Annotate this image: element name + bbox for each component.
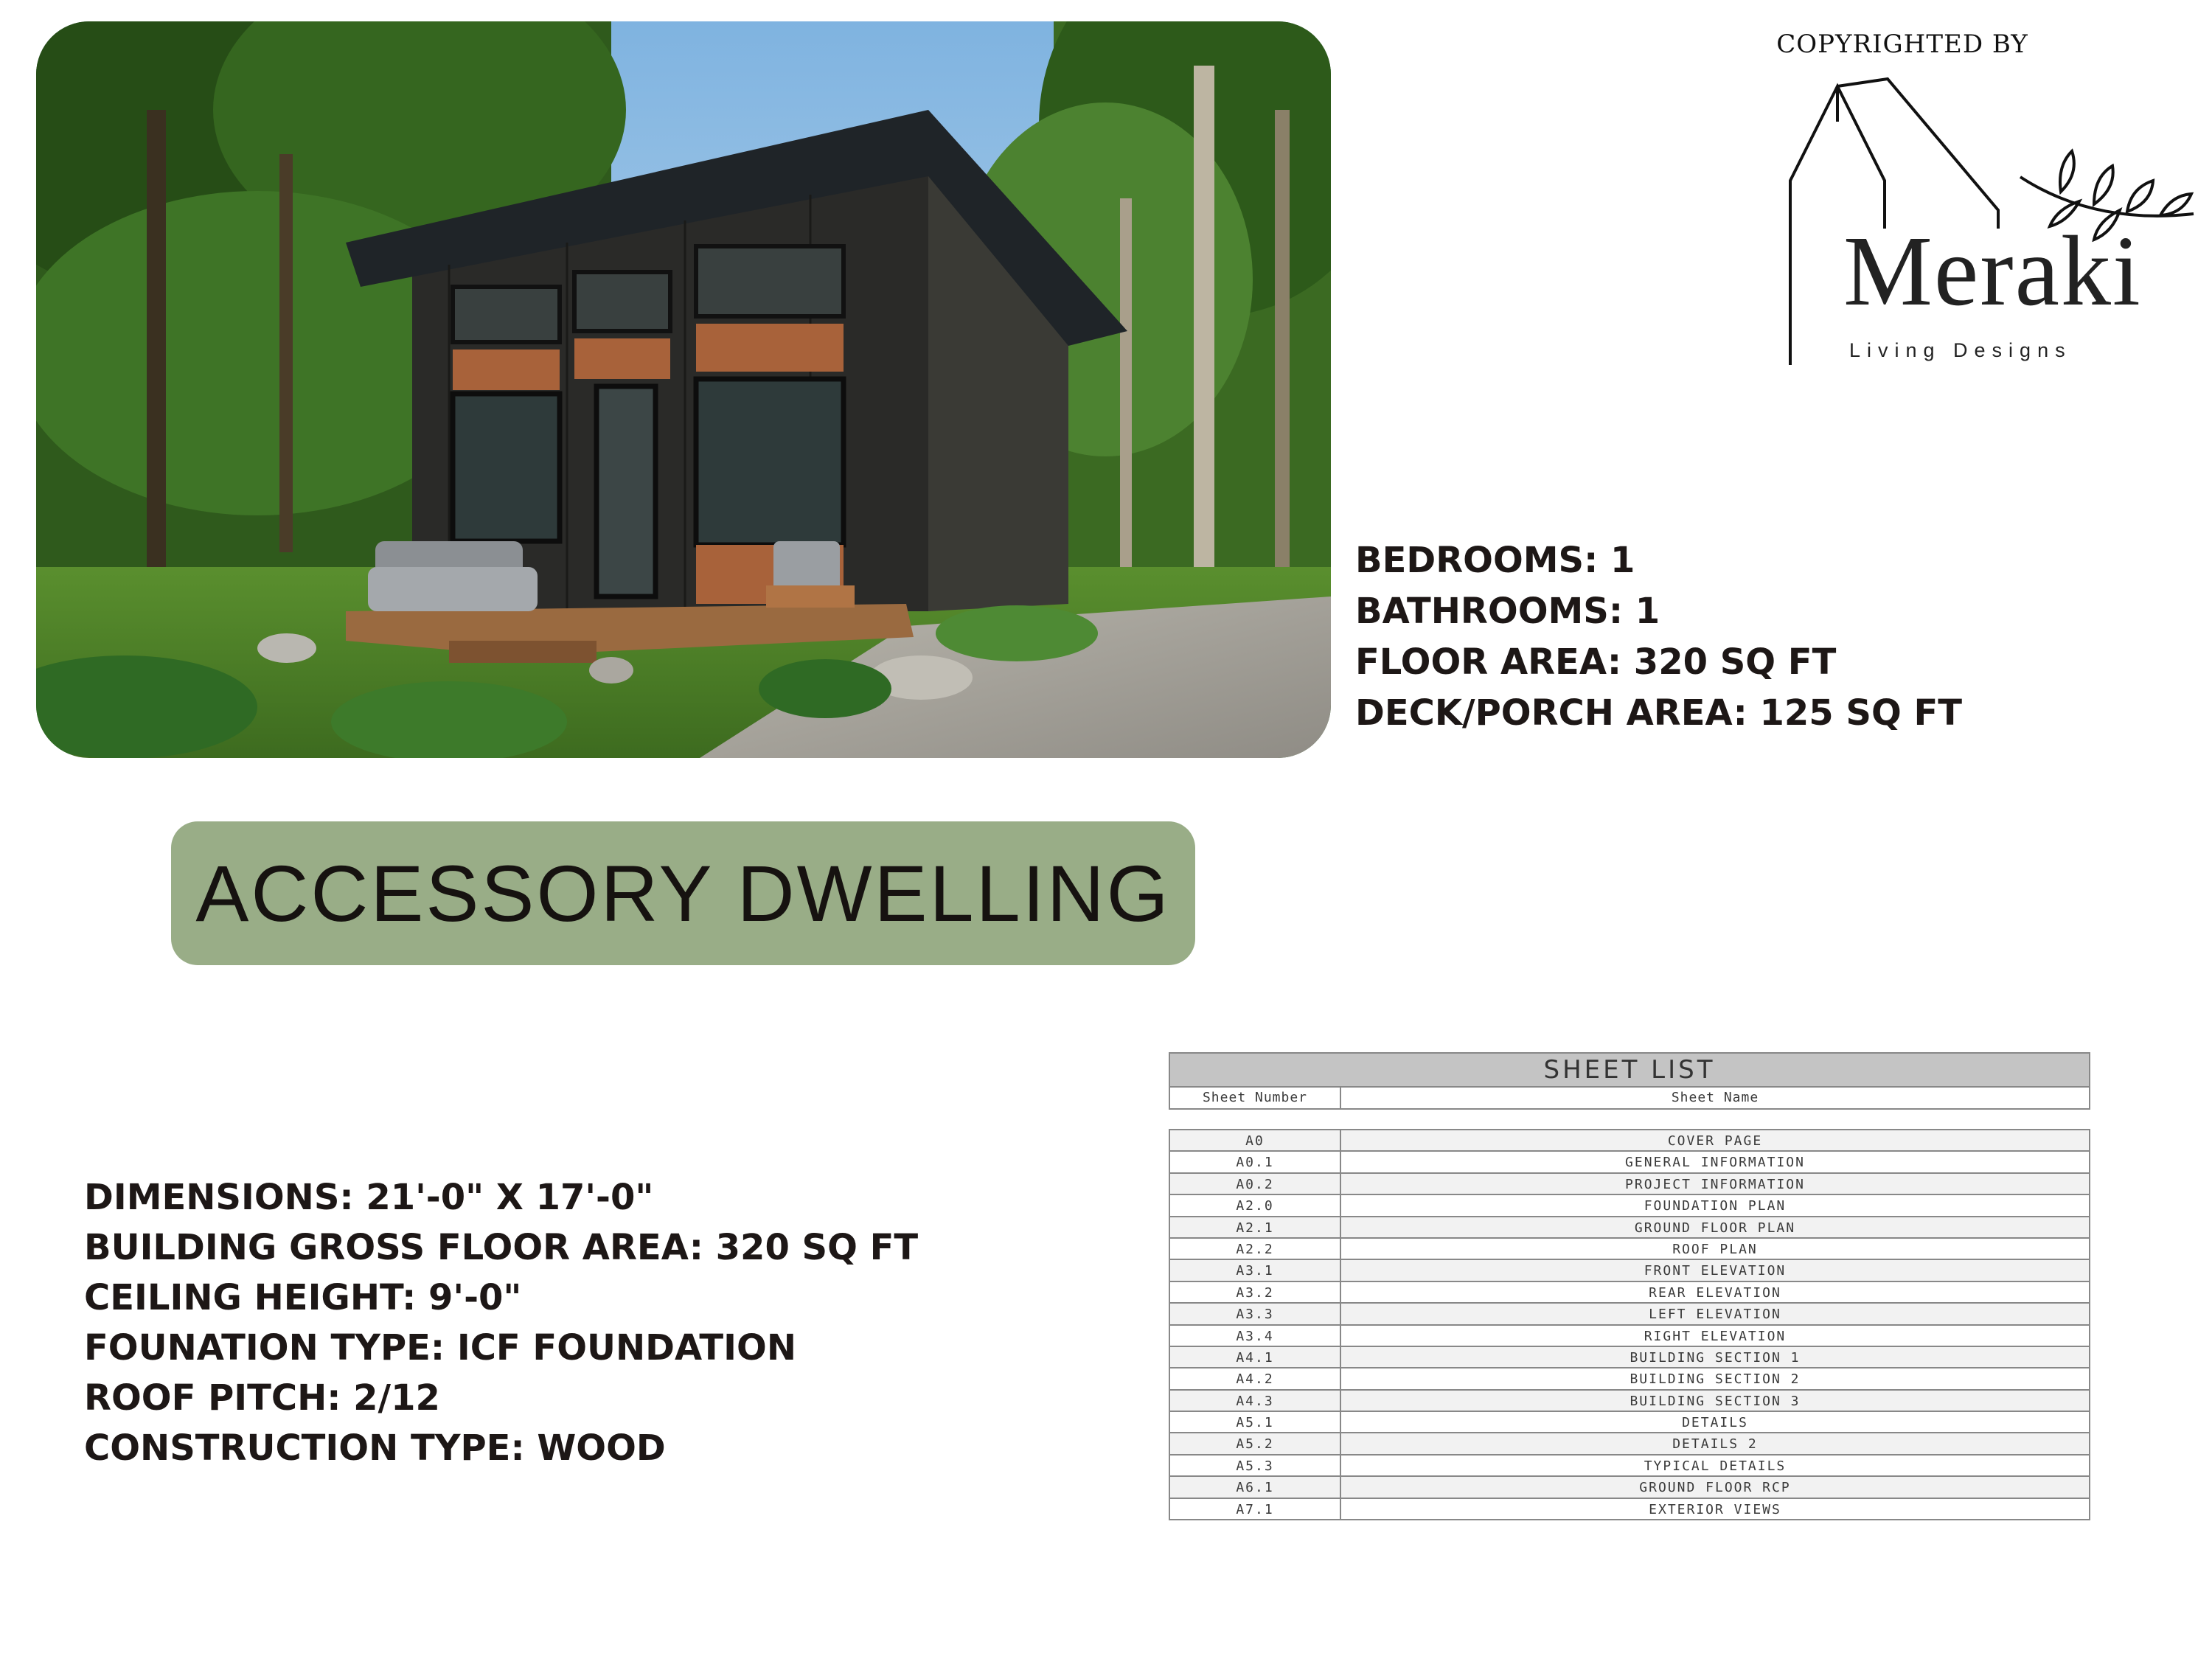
sheet-number-cell: A4.2 xyxy=(1170,1368,1341,1388)
table-row xyxy=(1170,1347,2089,1368)
spec-gross-floor-area: BUILDING GROSS FLOOR AREA: 320 SQ FT xyxy=(84,1227,919,1268)
table-row xyxy=(1170,1455,2089,1477)
table-row xyxy=(1170,1260,2089,1281)
sheet-name-cell: GROUND FLOOR RCP xyxy=(1639,1480,1791,1496)
table-row xyxy=(1170,1130,2089,1152)
sheet-number-cell: A0.2 xyxy=(1170,1174,1341,1194)
sheet-number-cell: A0 xyxy=(1170,1130,1341,1150)
sheet-number-cell: A2.1 xyxy=(1170,1217,1341,1237)
column-header-sheet-name: Sheet Name xyxy=(1671,1090,1759,1105)
house-illustration xyxy=(36,21,1331,758)
sheet-name-cell: BUILDING SECTION 2 xyxy=(1630,1371,1801,1388)
sheet-number-cell: A5.2 xyxy=(1170,1433,1341,1453)
table-row xyxy=(1170,1477,2089,1498)
sheet-number-cell: A3.1 xyxy=(1170,1260,1341,1280)
sheet-name-cell: PROJECT INFORMATION xyxy=(1625,1176,1805,1192)
table-row xyxy=(1170,1217,2089,1239)
copyright-label: COPYRIGHTED BY xyxy=(1776,29,2028,59)
sheet-name-cell: TYPICAL DETAILS xyxy=(1644,1458,1787,1474)
sheet-name-cell: FOUNDATION PLAN xyxy=(1644,1198,1787,1214)
stat-floor-area: FLOOR AREA: 320 SQ FT xyxy=(1355,641,1837,683)
sheet-name-cell: DETAILS xyxy=(1682,1415,1748,1431)
title-badge xyxy=(171,821,1195,965)
sheet-number-cell: A3.4 xyxy=(1170,1326,1341,1346)
table-row xyxy=(1170,1433,2089,1455)
stat-bedrooms: BEDROOMS: 1 xyxy=(1355,540,1635,581)
spec-ceiling-height: CEILING HEIGHT: 9'-0" xyxy=(84,1277,522,1318)
sheet-number-cell: A0.1 xyxy=(1170,1152,1341,1172)
table-row xyxy=(1170,1412,2089,1433)
table-row xyxy=(1170,1282,2089,1304)
table-row xyxy=(1170,1326,2089,1347)
sheet-name-cell: GENERAL INFORMATION xyxy=(1625,1155,1805,1171)
sheet-number-cell: A4.3 xyxy=(1170,1391,1341,1411)
table-row xyxy=(1170,1174,2089,1195)
sheet-number-cell: A6.1 xyxy=(1170,1477,1341,1497)
spec-roof-pitch: ROOF PITCH: 2/12 xyxy=(84,1377,440,1419)
page-title: ACCESSORY DWELLING xyxy=(195,849,1171,938)
logo-tagline: Living Designs xyxy=(1849,339,2072,361)
table-row xyxy=(1170,1368,2089,1390)
sheet-name-cell: LEFT ELEVATION xyxy=(1649,1307,1781,1323)
hero-house-image xyxy=(36,21,1331,758)
sheet-number-cell: A4.1 xyxy=(1170,1347,1341,1367)
sheet-list-title: SHEET LIST xyxy=(1169,1052,2090,1088)
spec-dimensions: DIMENSIONS: 21'-0" X 17'-0" xyxy=(84,1177,654,1218)
table-row xyxy=(1170,1152,2089,1173)
table-row xyxy=(1170,1499,2089,1520)
sheet-number-cell: A2.2 xyxy=(1170,1239,1341,1259)
stat-deck-area: DECK/PORCH AREA: 125 SQ FT xyxy=(1355,692,1963,734)
sheet-number-cell: A2.0 xyxy=(1170,1195,1341,1215)
stat-bathrooms: BATHROOMS: 1 xyxy=(1355,591,1660,632)
sheet-name-cell: DETAILS 2 xyxy=(1672,1436,1758,1453)
sheet-name-cell: ROOF PLAN xyxy=(1672,1241,1758,1257)
house-stats xyxy=(1355,535,1962,739)
sheet-number-cell: A7.1 xyxy=(1170,1499,1341,1519)
sheet-list-body xyxy=(1169,1129,2090,1520)
sheet-name-cell: EXTERIOR VIEWS xyxy=(1649,1501,1781,1517)
building-specs xyxy=(84,1172,918,1473)
table-row xyxy=(1170,1391,2089,1412)
sheet-name-cell: GROUND FLOOR PLAN xyxy=(1634,1220,1796,1236)
spec-construction-type: CONSTRUCTION TYPE: WOOD xyxy=(84,1427,666,1469)
table-row xyxy=(1170,1239,2089,1260)
sheet-name-cell: COVER PAGE xyxy=(1667,1133,1763,1149)
sheet-name-cell: REAR ELEVATION xyxy=(1649,1284,1781,1301)
meraki-logo xyxy=(1784,70,2197,380)
table-row xyxy=(1170,1195,2089,1217)
logo-wordmark: Meraki xyxy=(1843,216,2142,327)
sheet-list-table xyxy=(1169,1052,2090,1520)
sheet-list-header xyxy=(1169,1088,2090,1110)
table-row xyxy=(1170,1304,2089,1325)
column-header-sheet-number: Sheet Number xyxy=(1170,1088,1341,1108)
sheet-name-cell: BUILDING SECTION 3 xyxy=(1630,1393,1801,1409)
sheet-name-cell: BUILDING SECTION 1 xyxy=(1630,1349,1801,1366)
sheet-number-cell: A3.2 xyxy=(1170,1282,1341,1302)
sheet-name-cell: FRONT ELEVATION xyxy=(1644,1263,1787,1279)
sheet-number-cell: A5.1 xyxy=(1170,1412,1341,1432)
sheet-number-cell: A3.3 xyxy=(1170,1304,1341,1324)
sheet-name-cell: RIGHT ELEVATION xyxy=(1644,1328,1787,1344)
spec-foundation-type: FOUNATION TYPE: ICF FOUNDATION xyxy=(84,1327,796,1368)
sheet-number-cell: A5.3 xyxy=(1170,1455,1341,1475)
